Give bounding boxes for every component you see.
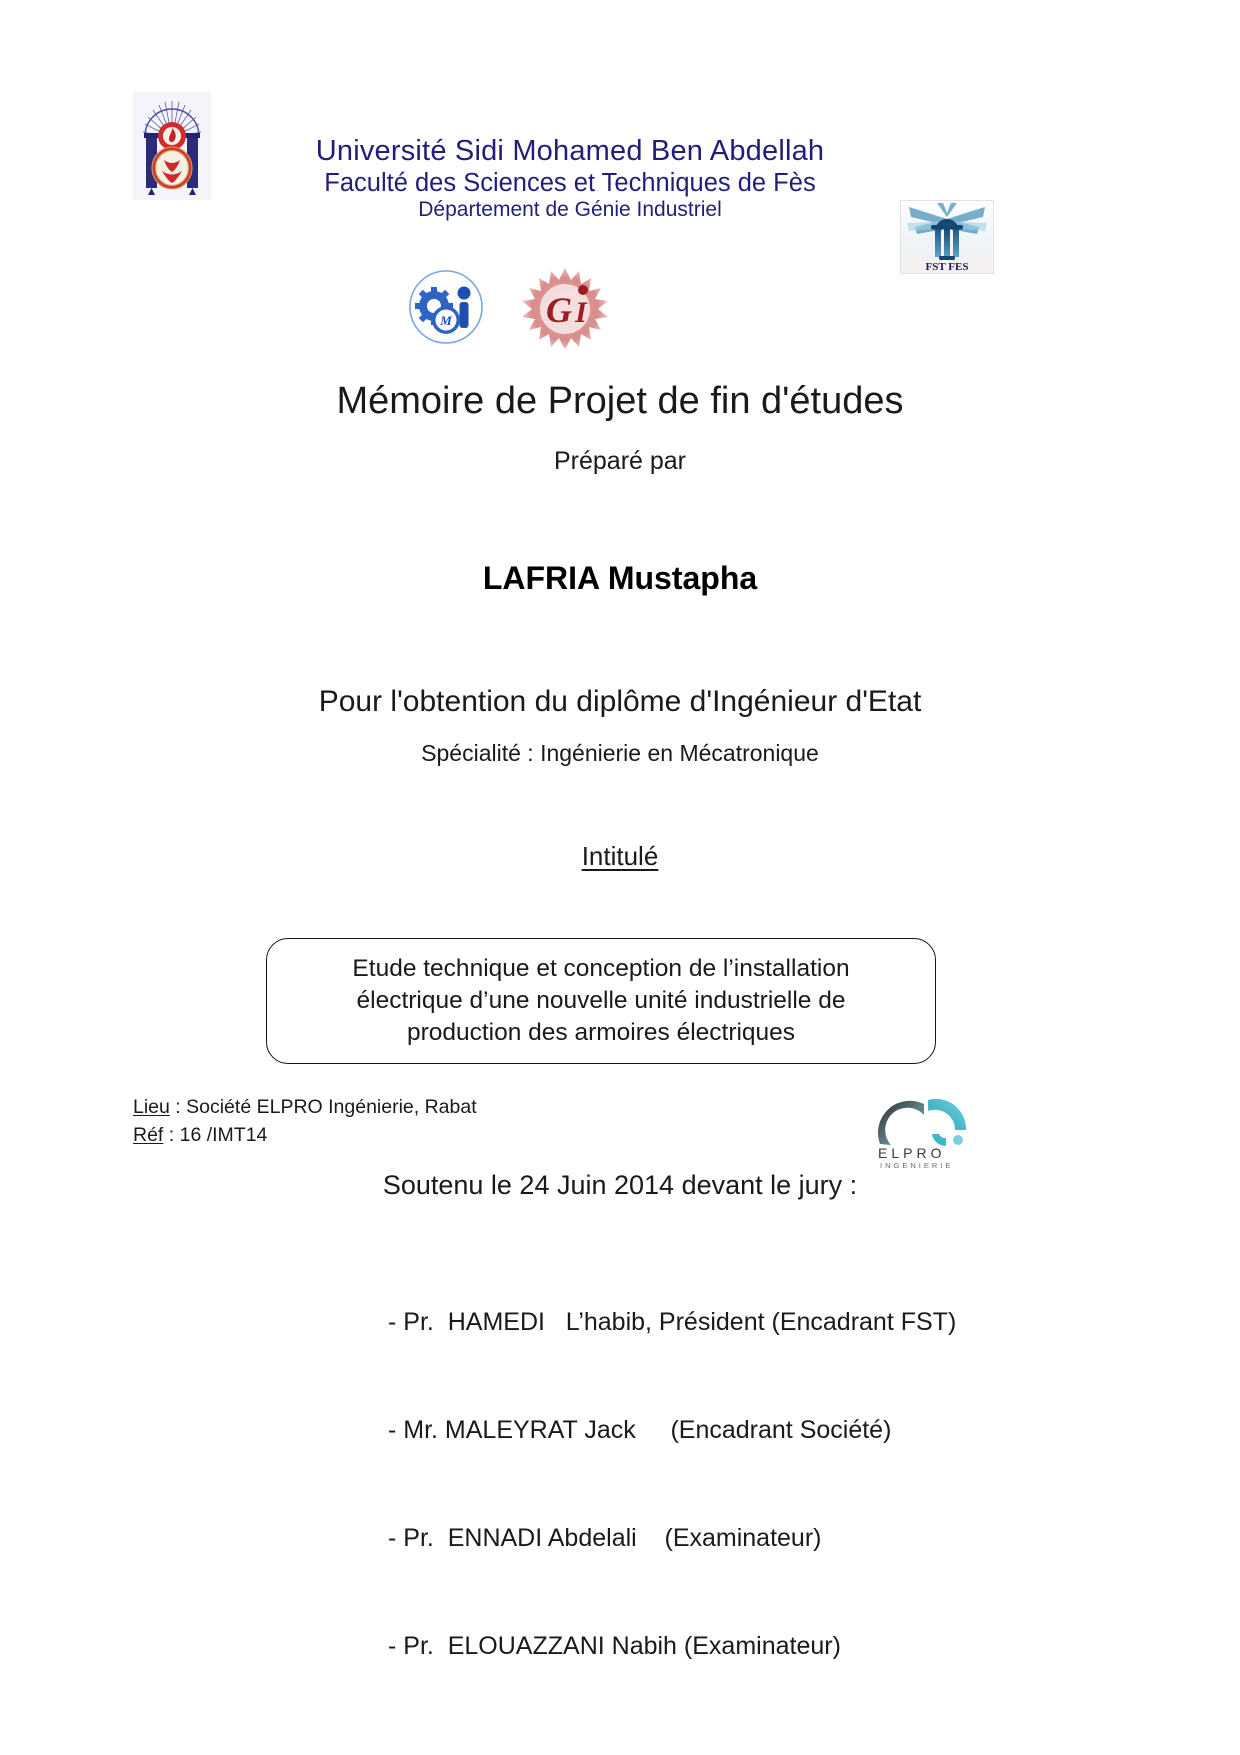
placement-info	[133, 1094, 477, 1149]
gi-letter-i: I	[575, 296, 587, 329]
specialty-line: Spécialité : Ingénierie en Mécatronique	[421, 740, 819, 766]
elpro-company-logo-icon	[866, 1090, 1008, 1170]
intitule-label	[0, 841, 1240, 872]
fst-fes-label: FST FES	[925, 261, 969, 273]
ref-label: Réf	[133, 1123, 164, 1146]
jury-member: - Mr. MALEYRAT Jack (Encadrant Société)	[388, 1416, 892, 1444]
jury-member: - Pr. HAMEDI L’habib, Président (Encadrant FST)	[388, 1308, 957, 1336]
diploma-line: Pour l'obtention du diplôme d'Ingénieur d'Etat	[318, 685, 922, 718]
elpro-tagline: INGENIERIE	[880, 1161, 954, 1170]
lieu-label: Lieu	[133, 1096, 170, 1118]
elpro-wordmark: ELPRO	[878, 1145, 946, 1161]
thesis-title-box	[266, 938, 936, 1064]
mecatronique-gear-logo-icon	[403, 262, 489, 348]
university-header-text	[230, 134, 910, 223]
thesis-title-line-1: Etude technique et conception de l’installation	[352, 954, 850, 982]
gi-letter-g: G	[546, 290, 572, 330]
university-seal-icon	[133, 92, 211, 200]
ref-line	[133, 1122, 477, 1150]
thesis-title-line-2: électrique d’une nouvelle unité industrielle de	[356, 986, 846, 1014]
document-type-title: Mémoire de Projet de fin d'études	[336, 380, 904, 422]
prepared-by-label: Préparé par	[553, 447, 687, 475]
lieu-value: : Société ELPRO Ingénierie, Rabat	[169, 1096, 477, 1118]
jury-member: - Pr. ELOUAZZANI Nabih (Examinateur)	[388, 1632, 841, 1660]
mecatronique-m-letter: M	[440, 313, 452, 328]
genie-industriel-logo-icon	[519, 266, 611, 348]
thesis-title-line-3: production des armoires électriques	[406, 1019, 796, 1047]
program-logos	[0, 262, 1240, 354]
university-name: Université Sidi Mohamed Ben Abdellah	[315, 135, 825, 167]
lieu-line	[133, 1094, 477, 1122]
intitule-label-text: Intitulé	[581, 841, 659, 871]
jury-member: - Pr. ENNADI Abdelali (Examinateur)	[388, 1524, 822, 1552]
jury-list	[388, 1232, 956, 1736]
faculty-name: Faculté des Sciences et Techniques de Fès	[324, 169, 816, 198]
student-name: LAFRIA Mustapha	[482, 560, 758, 596]
ref-value: : 16 /IMT14	[163, 1123, 268, 1146]
defense-date-line: Soutenu le 24 Juin 2014 devant le jury :	[382, 1170, 858, 1200]
department-name: Département de Génie Industriel	[418, 198, 722, 222]
page-header	[0, 88, 1240, 273]
thesis-title-text	[334, 953, 867, 1050]
